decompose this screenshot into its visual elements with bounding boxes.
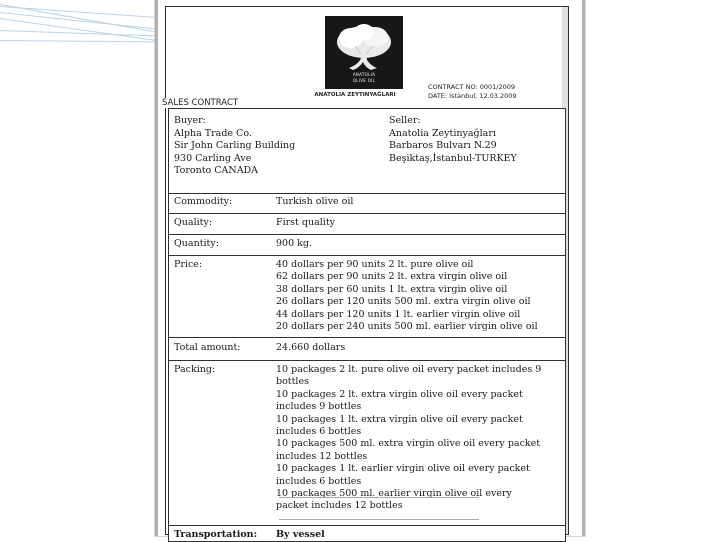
contract-meta [428, 83, 517, 101]
price-label: Price: [174, 259, 203, 270]
quality-label: Quality: [174, 217, 213, 228]
stamp-rule [279, 512, 479, 520]
buyer-line: Alpha Trade Co. [174, 127, 252, 139]
price-line: 26 dollars per 120 units 500 ml. extra virgin olive oil [276, 296, 531, 308]
packing-line: packet includes 12 bottles [276, 500, 403, 512]
seller-heading: Seller: [389, 115, 421, 126]
seller-line: Anatolia Zeytinyağları [389, 127, 496, 139]
buyer-block [174, 115, 295, 178]
buyer-line: Toronto CANADA [174, 165, 259, 176]
quantity-row [169, 235, 565, 256]
buyer-line: Sir John Carling Building [174, 140, 296, 151]
packing-line: includes 12 bottles [276, 450, 368, 462]
transportation-label: Transportation: [174, 529, 258, 540]
packing-line: 10 packages 500 ml. earlier virgin olive oil every [276, 488, 512, 500]
background-stripe [0, 18, 159, 41]
packing-label: Packing: [174, 364, 216, 375]
background-stripe [0, 30, 160, 37]
total-amount-label: Total amount: [174, 342, 241, 353]
packing-line: 10 packages 1 lt. earlier virgin olive oil every packet [276, 463, 530, 475]
buyer-heading: Buyer: [174, 115, 206, 126]
price-line: 40 dollars per 90 units 2 lt. pure olive oil [276, 259, 474, 270]
company-logo [325, 16, 403, 89]
logo-line-2: OLIVE OIL [352, 78, 376, 83]
commodity-label: Commodity: [174, 196, 233, 207]
seller-line: Barbaros Bulvarı N.29 [389, 140, 497, 151]
packing-line: 10 packages 1 lt. extra virgin olive oil every packet [276, 413, 523, 425]
stamp-rule [279, 490, 479, 498]
total-amount-row [169, 338, 565, 361]
parties-section [169, 109, 565, 194]
seller-line: Beşiktaş,İstanbul-TURKEY [389, 152, 517, 164]
footer-stamp [279, 490, 479, 520]
buyer-line: 930 Carling Ave [174, 152, 252, 164]
price-line: 62 dollars per 90 units 2 lt. extra virgin olive oil [276, 271, 508, 283]
commodity-row [169, 193, 565, 214]
packing-line: 10 packages 500 ml. extra virgin olive oil every packet [276, 438, 541, 450]
quantity-label: Quantity: [174, 238, 219, 249]
price-line: 20 dollars per 240 units 500 ml. earlier virgin olive oil [276, 321, 538, 333]
total-amount-value: 24.660 dollars [276, 342, 346, 353]
quality-value: First quality [276, 217, 336, 228]
contract-date: DATE: Istanbul, 12.03.2009 [428, 92, 517, 100]
packing-line: 10 packages 2 lt. extra virgin olive oil every packet [276, 388, 523, 400]
price-line: 44 dollars per 120 units 1 lt. earlier virgin olive oil [276, 308, 521, 320]
background-stripe [0, 40, 160, 42]
commodity-value: Turkish olive oil [276, 196, 354, 207]
packing-line: bottles [276, 376, 309, 388]
price-value [276, 259, 559, 333]
contract-table [168, 108, 566, 542]
seller-block [389, 115, 517, 165]
quality-row [169, 214, 565, 235]
price-row [169, 256, 565, 338]
brand-name: ANATOLIA ZEYTINYAĞLARI [314, 92, 396, 98]
document-title: SALES CONTRACT [162, 98, 239, 108]
quantity-value: 900 kg. [276, 238, 313, 249]
packing-line: includes 6 bottles [276, 426, 362, 438]
contract-number: CONTRACT NO: 0001/2009 [428, 83, 516, 91]
packing-line: 10 packages 2 lt. pure olive oil every packet includes 9 [276, 364, 542, 375]
transportation-value: By vessel [276, 529, 325, 540]
price-line: 38 dollars per 60 units 1 lt. extra virgin olive oil [276, 283, 508, 295]
packing-line: includes 9 bottles [276, 401, 362, 413]
logo-line-1: ANATOLIA [352, 72, 376, 77]
packing-line: includes 6 bottles [276, 475, 362, 487]
